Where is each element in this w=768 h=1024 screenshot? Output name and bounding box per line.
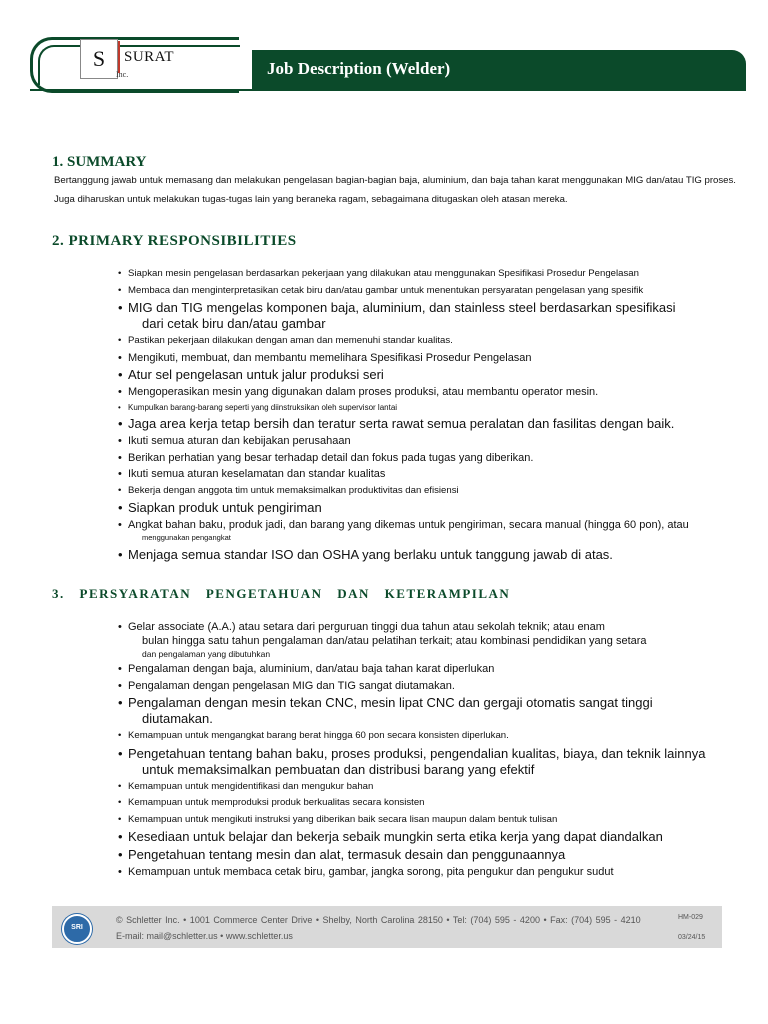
- list-item: • Gelar associate (A.A.) atau setara dari perguruan tinggi dua tahun atau sekolah teknik; atau enam bulan hingga satu tahun pengalaman dan/atau pelatihan terkait; atau kombinasi pendidikan yang setara dan pengalaman yang dibutuhkan: [118, 620, 758, 661]
- list-item: • Membaca dan menginterpretasikan cetak biru dan/atau gambar untuk menentukan persyaratan pengelasan yang spesifik: [118, 284, 758, 297]
- list-item: • Pengalaman dengan baja, aluminium, dan/atau baja tahan karat diperlukan: [118, 662, 758, 676]
- footer-address: © Schletter Inc. • 1001 Commerce Center Drive • Shelby, North Carolina 28150 • Tel: (704) 595 - 4200 • Fax: (704) 595 - 4210: [116, 915, 641, 925]
- page-title: Job Description (Welder): [267, 59, 451, 78]
- list-item: • Siapkan mesin pengelasan berdasarkan pekerjaan yang dilakukan atau menggunakan Spesifikasi Prosedur Pengelasan: [118, 267, 758, 280]
- logo-name: SURAT: [124, 49, 175, 65]
- list-item: • Pengetahuan tentang bahan baku, proses produksi, pengendalian kualitas, biaya, dan teknik lainnya untuk memaksimalkan pembuatan dan distribusi barang yang efektif: [118, 746, 758, 778]
- list-item: • Ikuti semua aturan dan kebijakan perusahaan: [118, 434, 758, 448]
- document-date: 03/24/15: [678, 934, 706, 941]
- list-item: • Siapkan produk untuk pengiriman: [118, 500, 758, 516]
- requirements-list: [118, 620, 758, 882]
- logo-letter: S: [80, 39, 118, 79]
- page-footer: [52, 906, 722, 948]
- logo-accent-bar: [118, 41, 120, 73]
- list-item: • Menjaga semua standar ISO dan OSHA yang berlaku untuk tanggung jawab di atas.: [118, 547, 758, 563]
- document-code: HM-029: [678, 914, 703, 921]
- summary-heading: 1. SUMMARY: [52, 154, 147, 170]
- responsibilities-list: [118, 267, 758, 565]
- requirements-heading: 3. PERSYARATAN PENGETAHUAN DAN KETERAMPILAN: [52, 586, 511, 601]
- list-item: • Kemampuan untuk membaca cetak biru, gambar, jangka sorong, pita pengukur dan pengukur sudut: [118, 865, 758, 879]
- list-item: • Mengikuti, membuat, dan membantu memelihara Spesifikasi Prosedur Pengelasan: [118, 351, 758, 365]
- certification-seal-icon: SRI: [62, 914, 92, 944]
- list-item: • Pastikan pekerjaan dilakukan dengan aman dan memenuhi standar kualitas.: [118, 334, 758, 347]
- list-item: • Atur sel pengelasan untuk jalur produksi seri: [118, 367, 758, 383]
- list-item: • Kemampuan untuk memproduksi produk berkualitas secara konsisten: [118, 796, 758, 809]
- list-item: • Jaga area kerja tetap bersih dan teratur serta rawat semua peralatan dan fasilitas dengan baik.: [118, 416, 758, 432]
- logo-inc: Inc.: [116, 70, 129, 79]
- list-item: • Bekerja dengan anggota tim untuk memaksimalkan produktivitas dan efisiensi: [118, 484, 758, 497]
- header-divider: [30, 89, 746, 91]
- list-item: • Kemampuan untuk mengidentifikasi dan mengukur bahan: [118, 780, 758, 793]
- list-item: • Angkat bahan baku, produk jadi, dan barang yang dikemas untuk pengiriman, secara manual (hingga 60 pon), atau menggunakan pengangkat: [118, 518, 758, 543]
- responsibilities-heading: 2. PRIMARY RESPONSIBILITIES: [52, 233, 297, 249]
- list-item: • Pengalaman dengan pengelasan MIG dan TIG sangat diutamakan.: [118, 679, 758, 693]
- company-logo: [30, 37, 240, 92]
- footer-contact: E-mail: mail@schletter.us • www.schletter.us: [116, 931, 293, 941]
- list-item: • MIG dan TIG mengelas komponen baja, aluminium, dan stainless steel berdasarkan spesifikasi dari cetak biru dan/atau gambar: [118, 300, 758, 332]
- list-item: • Kemampuan untuk mengangkat barang berat hingga 60 pon secara konsisten diperlukan.: [118, 729, 758, 742]
- list-item: • Kesediaan untuk belajar dan bekerja sebaik mungkin serta etika kerja yang dapat diandalkan: [118, 829, 758, 845]
- list-item: • Pengalaman dengan mesin tekan CNC, mesin lipat CNC dan gergaji otomatis sangat tinggi diutamakan.: [118, 695, 758, 727]
- list-item: • Berikan perhatian yang besar terhadap detail dan fokus pada tugas yang diberikan.: [118, 451, 758, 465]
- list-item: • Ikuti semua aturan keselamatan dan standar kualitas: [118, 467, 758, 481]
- list-item: • Pengetahuan tentang mesin dan alat, termasuk desain dan penggunaannya: [118, 847, 758, 863]
- list-item: • Kumpulkan barang-barang seperti yang diinstruksikan oleh supervisor lantai: [118, 402, 758, 413]
- list-item: • Kemampuan untuk mengikuti instruksi yang diberikan baik secara lisan maupun dalam bentuk tulisan: [118, 813, 758, 826]
- list-item: • Mengoperasikan mesin yang digunakan dalam proses produksi, atau membantu operator mesin.: [118, 385, 758, 399]
- title-bar: [252, 50, 746, 89]
- summary-text: Bertanggung jawab untuk memasang dan melakukan pengelasan bagian-bagian baja, aluminium, dan baja tahan karat menggunakan MIG dan/atau TIG proses. Juga diharuskan untuk melakukan tugas-tugas lain yang beraneka ragam, sebagaimana ditugaskan oleh atasan mereka.: [54, 175, 736, 205]
